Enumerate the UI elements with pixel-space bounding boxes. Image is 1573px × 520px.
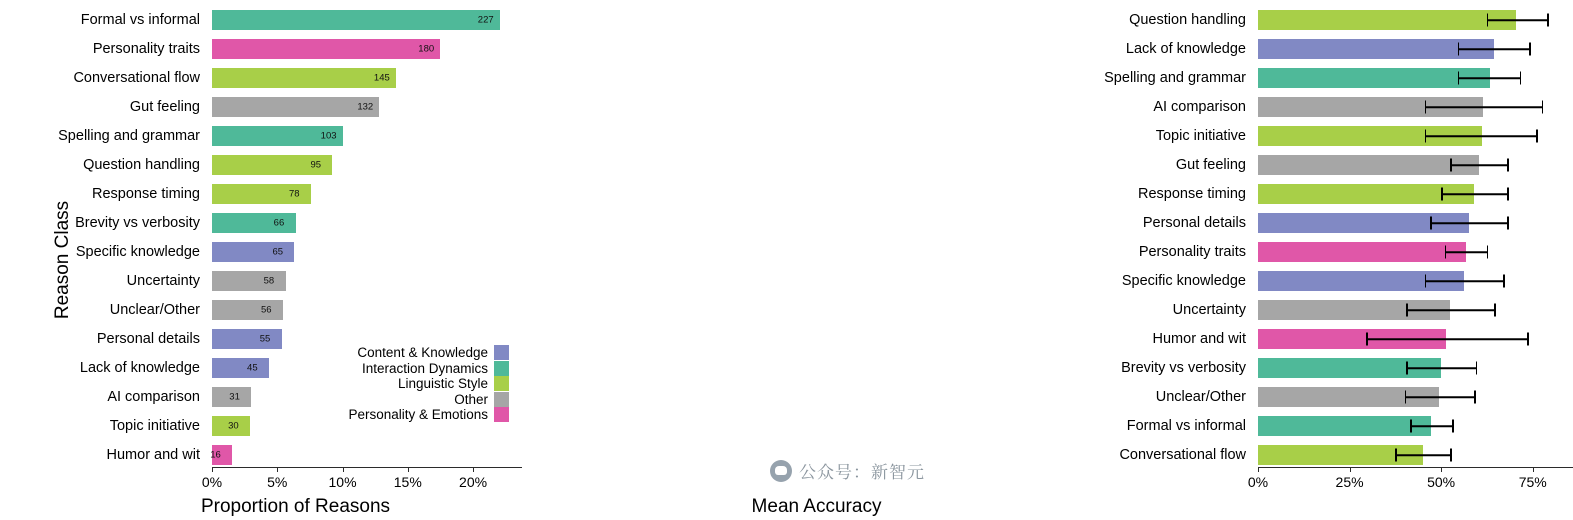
category-label: Spelling and grammar: [1104, 70, 1246, 86]
legend-swatch: [494, 345, 509, 360]
x-axis-tick: [408, 467, 409, 472]
error-bar: [1487, 19, 1547, 21]
category-label: Uncertainty: [126, 273, 200, 289]
legend-label: Content & Knowledge: [357, 345, 488, 361]
x-axis-tick: [473, 467, 474, 472]
bar: [212, 300, 283, 320]
bar: [212, 39, 440, 59]
category-label: Personality traits: [92, 41, 200, 57]
category-label: Gut feeling: [129, 99, 200, 115]
category-label: Response timing: [92, 186, 200, 202]
x-axis-tick: [1350, 467, 1351, 472]
category-label: Conversational flow: [1119, 447, 1246, 463]
error-bar-cap: [1425, 101, 1427, 114]
category-label: Conversational flow: [73, 70, 200, 86]
bar: [1258, 242, 1466, 262]
bar-value-label: 180: [418, 43, 435, 55]
bar-value-label: 56: [261, 304, 272, 316]
x-axis-tick-label: 75%: [1518, 474, 1547, 490]
error-bar-cap: [1425, 130, 1427, 143]
bar-value-label: 145: [373, 72, 390, 84]
error-bar-cap: [1507, 159, 1509, 172]
error-bar-cap: [1503, 275, 1505, 288]
error-bar-cap: [1405, 391, 1407, 404]
y-axis-tick-labels-right: [1076, 6, 1252, 461]
error-bar-cap: [1406, 304, 1408, 317]
bar-value-label: 55: [259, 333, 271, 345]
legend-label: Interaction Dynamics: [361, 360, 488, 376]
category-label: Gut feeling: [1175, 157, 1246, 173]
x-axis-title-right: Mean Accuracy: [751, 496, 882, 517]
y-axis-tick-labels-left: [20, 6, 206, 461]
error-bar-cap: [1450, 449, 1452, 462]
error-bar-cap: [1507, 217, 1509, 230]
x-axis-tick: [212, 467, 213, 472]
legend-item: [343, 376, 509, 392]
x-axis-tick-label: 15%: [393, 474, 422, 490]
bar: [1258, 155, 1479, 175]
category-label: Unclear/Other: [1155, 389, 1246, 405]
x-axis-line-right: [1258, 467, 1573, 468]
x-axis-tick: [1533, 467, 1534, 472]
bar-value-label: 58: [263, 275, 275, 287]
x-axis-tick: [343, 467, 344, 472]
category-label: Topic initiative: [1155, 128, 1246, 144]
legend-swatch: [494, 392, 509, 407]
error-bar-cap: [1452, 420, 1454, 433]
category-label: Personal details: [1142, 215, 1246, 231]
category-label: Response timing: [1138, 186, 1246, 202]
x-axis-tick-label: 20%: [459, 474, 488, 490]
bar-value-label: 95: [310, 159, 322, 171]
error-bar-cap: [1450, 159, 1452, 172]
category-label: Brevity vs verbosity: [75, 215, 200, 231]
error-bar: [1406, 367, 1476, 369]
legend-item: [343, 392, 509, 408]
error-bar: [1395, 454, 1450, 456]
error-bar: [1458, 48, 1529, 50]
bar-value-label: 45: [247, 362, 258, 374]
x-axis-line-left: [212, 467, 522, 468]
error-bar-cap: [1474, 391, 1476, 404]
y-axis-title-left: Reason Class: [52, 200, 74, 320]
category-label: Humor and wit: [106, 447, 200, 463]
legend-label: Personality & Emotions: [348, 407, 488, 423]
error-bar-cap: [1430, 217, 1432, 230]
error-bar: [1450, 164, 1507, 166]
error-bar-cap: [1458, 72, 1460, 85]
bar: [212, 271, 286, 291]
watermark-text: 公众号：新智元: [799, 463, 925, 482]
category-label: Question handling: [1129, 12, 1246, 28]
category-label: AI comparison: [107, 389, 200, 405]
category-label: Uncertainty: [1172, 302, 1246, 318]
legend-item: [343, 345, 509, 361]
category-label: AI comparison: [1153, 99, 1246, 115]
error-bar-cap: [1520, 72, 1522, 85]
error-bar: [1441, 193, 1507, 195]
error-bar-cap: [1542, 101, 1544, 114]
legend-label: Linguistic Style: [397, 376, 488, 392]
plot-area-right: [1247, 6, 1573, 490]
error-bar-cap: [1406, 362, 1408, 375]
error-bar: [1410, 425, 1452, 427]
x-axis-tick-label: 25%: [1335, 474, 1364, 490]
bar-value-label: 30: [228, 420, 239, 432]
error-bar: [1430, 222, 1507, 224]
category-label: Personal details: [96, 331, 200, 347]
bar-value-label: 65: [272, 246, 284, 258]
category-label: Question handling: [83, 157, 200, 173]
error-bar-cap: [1395, 449, 1397, 462]
error-bar-cap: [1441, 188, 1443, 201]
legend-swatch: [494, 407, 509, 422]
category-label: Lack of knowledge: [79, 360, 200, 376]
error-bar-cap: [1476, 362, 1478, 375]
error-bar: [1425, 135, 1537, 137]
category-label: Specific knowledge: [75, 244, 200, 260]
error-bar-cap: [1536, 130, 1538, 143]
bar-value-label: 31: [229, 391, 240, 403]
bar: [1258, 416, 1431, 436]
bar-value-label: 66: [273, 217, 285, 229]
error-bar-cap: [1366, 333, 1368, 346]
error-bar: [1406, 309, 1494, 311]
wechat-logo-icon: [770, 460, 792, 482]
x-axis-tick-label: 10%: [328, 474, 357, 490]
bar: [212, 10, 500, 30]
category-label: Spelling and grammar: [58, 128, 200, 144]
error-bar: [1366, 338, 1527, 340]
bar: [1258, 10, 1516, 30]
error-bar: [1445, 251, 1487, 253]
error-bar-cap: [1529, 43, 1531, 56]
error-bar-cap: [1410, 420, 1412, 433]
bar: [1258, 68, 1490, 88]
error-bar-cap: [1425, 275, 1427, 288]
bar-value-label: 78: [288, 188, 300, 200]
x-axis-tick-label: 0%: [201, 474, 223, 490]
panel-proportion-of-reasons: [0, 0, 531, 520]
error-bar-cap: [1527, 333, 1529, 346]
bar: [212, 329, 282, 349]
x-axis-tick: [1258, 467, 1259, 472]
bar: [212, 97, 379, 117]
x-axis-tick-label: 50%: [1427, 474, 1456, 490]
error-bar-cap: [1494, 304, 1496, 317]
category-label: Topic initiative: [109, 418, 200, 434]
bar-value-label: 16: [210, 449, 221, 461]
error-bar-cap: [1458, 43, 1460, 56]
error-bar: [1405, 396, 1475, 398]
legend: [339, 341, 511, 427]
bar: [212, 68, 396, 88]
category-label: Specific knowledge: [1121, 273, 1246, 289]
category-label: Unclear/Other: [109, 302, 200, 318]
error-bar-cap: [1507, 188, 1509, 201]
legend-label: Other: [454, 391, 488, 407]
x-axis-tick: [1441, 467, 1442, 472]
x-axis-tick-label: 0%: [1247, 474, 1269, 490]
category-label: Formal vs informal: [1126, 418, 1246, 434]
panel-mean-accuracy: [531, 0, 1547, 520]
bar-value-label: 132: [357, 101, 374, 113]
category-label: Humor and wit: [1152, 331, 1246, 347]
category-label: Personality traits: [1138, 244, 1246, 260]
error-bar: [1458, 77, 1520, 79]
legend-swatch: [494, 361, 509, 376]
legend-item: [343, 407, 509, 423]
x-axis-tick: [277, 467, 278, 472]
error-bar-cap: [1487, 246, 1489, 259]
x-axis-tick-label: 5%: [267, 474, 288, 490]
error-bar-cap: [1487, 14, 1489, 27]
bar-value-label: 227: [477, 14, 494, 26]
category-label: Formal vs informal: [80, 12, 200, 28]
category-label: Brevity vs verbosity: [1121, 360, 1246, 376]
x-axis-title-left: Proportion of Reasons: [200, 496, 391, 517]
category-label: Lack of knowledge: [1125, 41, 1246, 57]
error-bar: [1425, 106, 1542, 108]
legend-item: [343, 361, 509, 377]
error-bar-cap: [1445, 246, 1447, 259]
error-bar: [1425, 280, 1504, 282]
watermark: [770, 458, 925, 483]
error-bar-cap: [1547, 14, 1549, 27]
bar: [212, 358, 269, 378]
legend-swatch: [494, 376, 509, 391]
bar-value-label: 103: [320, 130, 337, 142]
